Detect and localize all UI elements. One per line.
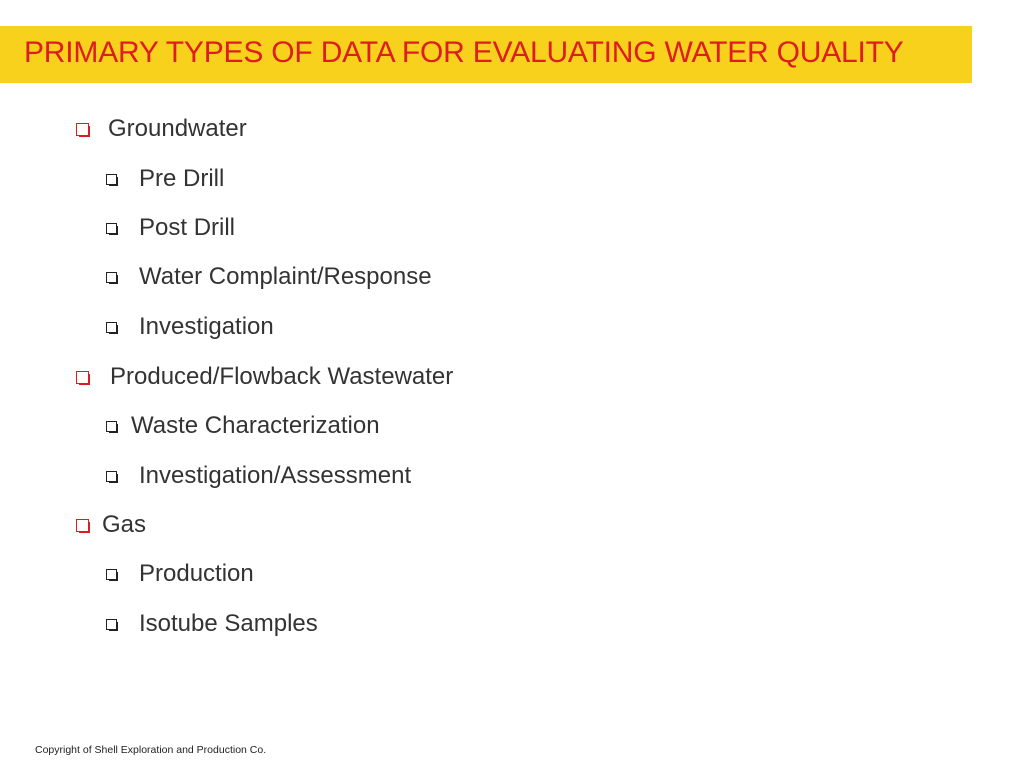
list-item bbox=[106, 312, 274, 342]
square-bullet-icon bbox=[76, 519, 89, 532]
list-item-text: Isotube Samples bbox=[139, 610, 318, 637]
list-item bbox=[106, 262, 432, 292]
list-item bbox=[106, 164, 224, 194]
square-bullet-icon bbox=[106, 471, 117, 482]
list-item-text: Waste Characterization bbox=[131, 412, 380, 439]
list-item-text: Investigation bbox=[139, 313, 274, 340]
list-item bbox=[76, 114, 247, 144]
list-item-text: Produced/Flowback Wastewater bbox=[110, 363, 454, 390]
list-item-text: Production bbox=[139, 560, 254, 587]
square-bullet-icon bbox=[76, 371, 89, 384]
list-item bbox=[106, 213, 235, 243]
square-bullet-icon bbox=[76, 123, 89, 136]
square-bullet-icon bbox=[106, 421, 117, 432]
list-item-text: Gas bbox=[102, 511, 147, 538]
list-item-text: Groundwater bbox=[108, 115, 247, 142]
square-bullet-icon bbox=[106, 174, 117, 185]
list-item-text: Post Drill bbox=[139, 214, 236, 241]
square-bullet-icon bbox=[106, 569, 117, 580]
copyright-footer: Copyright of Shell Exploration and Production Co. bbox=[35, 744, 267, 756]
list-item-text: Investigation/Assessment bbox=[139, 462, 412, 489]
list-item-text: Pre Drill bbox=[139, 165, 225, 192]
list-item bbox=[106, 559, 254, 589]
slide-title: PRIMARY TYPES OF DATA FOR EVALUATING WATER QUALITY bbox=[24, 36, 904, 69]
list-item bbox=[106, 609, 318, 639]
list-item bbox=[76, 362, 453, 392]
list-item bbox=[106, 411, 380, 441]
square-bullet-icon bbox=[106, 619, 117, 630]
square-bullet-icon bbox=[106, 223, 117, 234]
list-item bbox=[106, 461, 411, 491]
list-item bbox=[76, 510, 146, 540]
list-item-text: Water Complaint/Response bbox=[139, 263, 432, 290]
square-bullet-icon bbox=[106, 272, 117, 283]
square-bullet-icon bbox=[106, 322, 117, 333]
